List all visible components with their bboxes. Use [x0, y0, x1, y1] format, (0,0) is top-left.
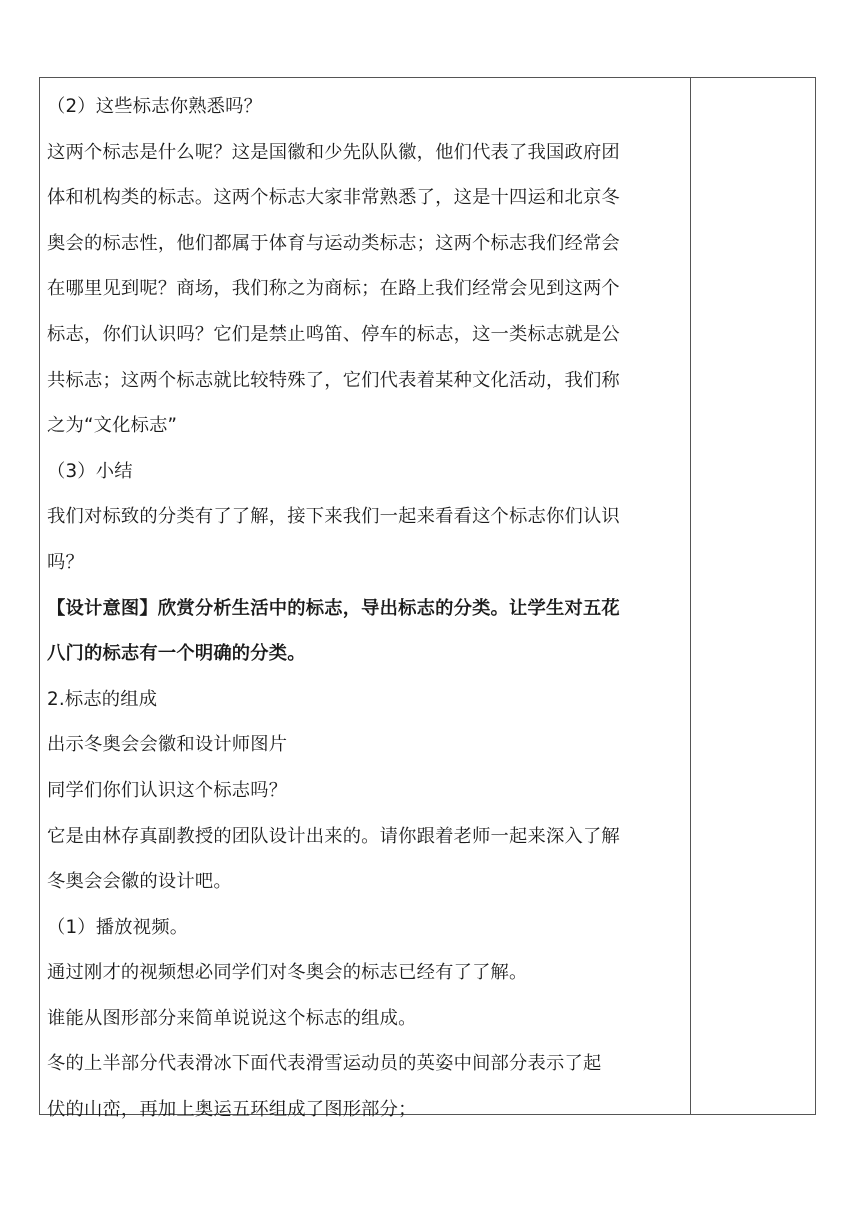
- text-line: 出示冬奥会会徽和设计师图片: [47, 734, 288, 756]
- text-line: （1）播放视频。: [47, 916, 189, 938]
- text-line: 体和机构类的标志。这两个标志大家非常熟悉了，这是十四运和北京冬: [47, 187, 620, 209]
- text-line: 它是由林存真副教授的团队设计出来的。请你跟着老师一起来深入了解: [47, 825, 620, 847]
- text-line: 奥会的标志性，他们都属于体育与运动类标志；这两个标志我们经常会: [47, 232, 620, 254]
- text-line: （3）小结: [47, 460, 133, 482]
- text-line: 在哪里见到呢？商场，我们称之为商标；在路上我们经常会见到这两个: [47, 278, 620, 300]
- text-line: 吗？: [47, 551, 84, 573]
- column-divider: [690, 78, 691, 1114]
- text-line: 2.标志的组成: [47, 688, 158, 710]
- lesson-content-cell: [47, 84, 687, 1133]
- text-line: 谁能从图形部分来简单说说这个标志的组成。: [47, 1007, 417, 1029]
- text-line: 我们对标致的分类有了了解，接下来我们一起来看看这个标志你们认识: [47, 506, 620, 528]
- lesson-table: [39, 77, 816, 1121]
- text-line: 伏的山峦，再加上奥运五环组成了图形部分；: [47, 1099, 417, 1121]
- design-intent-line: 【设计意图】欣赏分析生活中的标志，导出标志的分类。让学生对五花: [47, 597, 620, 619]
- text-line: 之为“文化标志”: [47, 415, 178, 437]
- text-line: 冬奥会会徽的设计吧。: [47, 871, 232, 893]
- text-line: 同学们你们认识这个标志吗？: [47, 779, 288, 801]
- text-line: （2）这些标志你熟悉吗？: [47, 96, 263, 117]
- text-line: 这两个标志是什么呢？这是国徽和少先队队徽，他们代表了我国政府团: [47, 141, 620, 163]
- text-line: 标志，你们认识吗？它们是禁止鸣笛、停车的标志，这一类标志就是公: [47, 323, 620, 345]
- text-line: 冬的上半部分代表滑冰下面代表滑雪运动员的英姿中间部分表示了起: [47, 1053, 602, 1075]
- text-line: 共标志；这两个标志就比较特殊了，它们代表着某种文化活动，我们称: [47, 369, 620, 391]
- design-intent-line: 八门的标志有一个明确的分类。: [47, 643, 306, 665]
- text-line: 通过刚才的视频想必同学们对冬奥会的标志已经有了了解。: [47, 962, 528, 984]
